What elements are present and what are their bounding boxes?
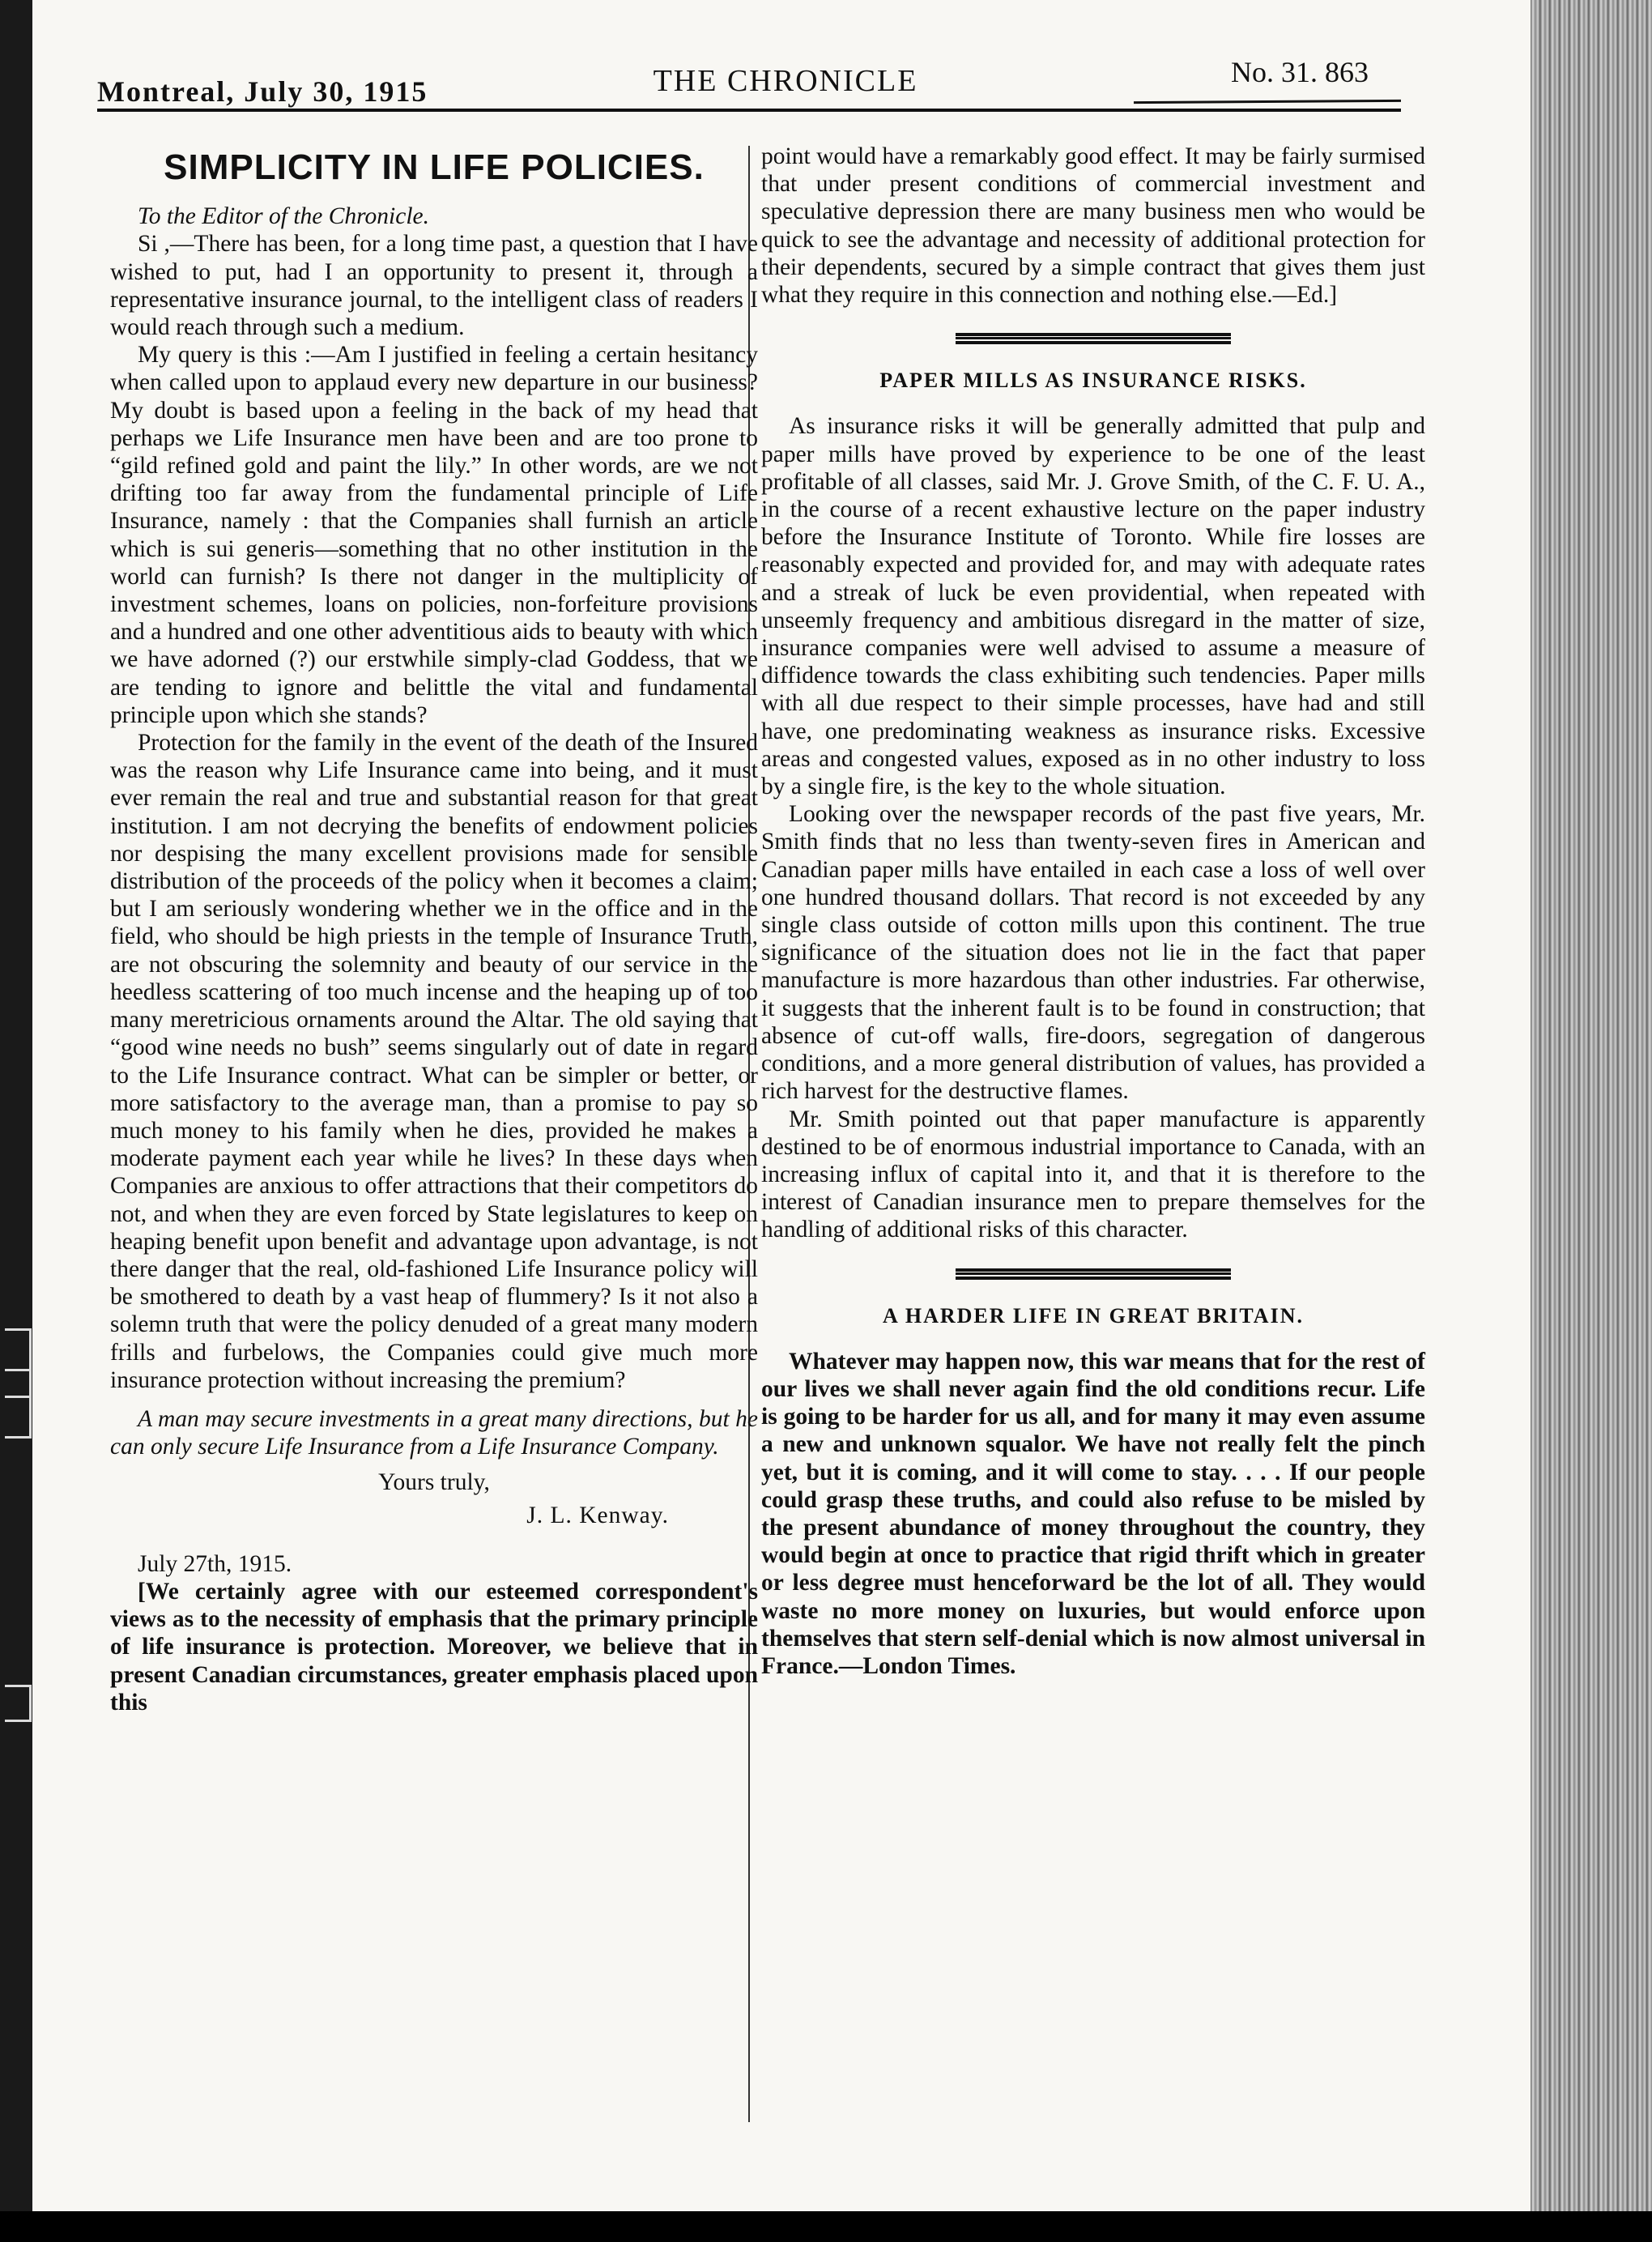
header-rule [97, 109, 1401, 112]
section-divider [956, 333, 1231, 344]
editor-note-start: [We certainly agree with our esteemed correspondent's views as to the necessity of emphasis that the primary principle of life insurance is protection. Moreover, we believe that in present Canadian circumstances, greater emphasis placed upon this [110, 1578, 758, 1716]
book-binding-edge [1531, 0, 1652, 2242]
article-title-harder-life: A HARDER LIFE IN GREAT BRITAIN. [883, 1303, 1304, 1328]
letter-closing: Yours truly, [378, 1469, 490, 1496]
article-paragraph: Looking over the newspaper records of the past five years, Mr. Smith finds that no less than twenty-seven fires in American and Canadian paper mills have entailed in each case a loss of well over one hundred thousand dollars. That record is not exceeded by any single class outside of cotton mills upon this continent. The true significance of the situation does not lie in the fact that paper manufacture is more hazardous than other industries. Far otherwise, it suggests that the inherent fault is to be found in construction; that absence of cut-off walls, fire-doors, segregation of dangerous conditions, and a more general distribution of values, has provided a rich harvest for the destructive flames. [761, 801, 1425, 1105]
article-paragraph: Mr. Smith pointed out that paper manufacture is apparently destined to be of enormous industrial importance to Canada, with an increasing influx of capital into it, and that it is therefore to the interest of Canadian insurance men to prepare themselves for the handling of additional risks of this character. [761, 1106, 1425, 1243]
book-left-edge [0, 0, 32, 2242]
editor-note-end: point would have a remarkably good effect. It may be fairly surmised that under present conditions of commercial investment and speculative depression there are many business men who would be quick to see the advantage and necessity of additional protection for their dependents, secured by a simple contract that gives them just what they require in this connection and nothing else.—Ed.] [761, 143, 1425, 309]
article-paragraph: Whatever may happen now, this war means that for the rest of our lives we shall never again find the old conditions recur. Life is going to be harder for us all, and for many it may even assume a new and unknown squalor. We have not really felt the pinch yet, but it is coming, and it will come to stay. . . . If our people could grasp these truths, and could also refuse to be misled by the present abundance of money throughout the country, they would begin at once to practice that rigid thrift which in greater or less degree must henceforward be the lot of all. They would waste no more money on luxuries, but would enforce upon themselves that stern self-denial which is now almost universal in France.—London Times. [761, 1348, 1425, 1679]
letter-signature: J. L. Kenway. [526, 1502, 669, 1528]
article-paragraph: Protection for the family in the event of the death of the Insured was the reason why Life Insurance came into being, and it must ever remain the real and true and substantial reason for that great institution. I am not decrying the benefits of endowment policies nor despising the many excellent provisions made for sensible distribution of the proceeds of the policy when it becomes a claim; but I am seriously wondering whether we in the office and in the field, who should be high priests in the temple of Insurance Truth, are not obscuring the solemnity and beauty of our service in the heedless scattering of too much incense and the heaping up of too many meretricious ornaments around the Altar. The old saying that “good wine needs no bush” seems singularly out of date in regard to the Life Insurance contract. What can be simpler or better, or more satisfactory to the average man, than a promise to pay so much money to his family when he dies, provided he makes a moderate payment each year while he lives? In these days when Companies are anxious to offer attractions that their competitors do not, and when they are even forced by State legislatures to keep on heaping benefit upon benefit and advantage upon advantage, is not there danger that the real, old-fashioned Life Insurance policy will be smothered to death by a vast heap of flummery? Is it not also a solemn truth that were the policy denuded of a great many modern frills and furbelows, the Companies could give much more insurance protection without increasing the premium? [110, 730, 758, 1393]
edge-mark [5, 1685, 32, 1722]
newspaper-page [32, 0, 1539, 2242]
header-rule-accent [1134, 100, 1401, 104]
header-dateline: Montreal, July 30, 1915 [97, 75, 428, 108]
header-page-number: No. 31. 863 [1231, 56, 1369, 88]
scan-bottom-edge [0, 2211, 1652, 2242]
article-italic-note: A man may secure investments in a great many directions, but he can only secure Life Insurance from a Life Insurance Company. [110, 1405, 758, 1460]
article-paragraph: Si ,—There has been, for a long time past, a question that I have wished to put, had I an opportunity to present it, through a representative insurance journal, to the intelligent class of readers I would reach through such a medium. [110, 231, 758, 341]
letter-date: July 27th, 1915. [138, 1550, 292, 1577]
article-salutation: To the Editor of the Chronicle. [138, 203, 430, 230]
header-publication-title: THE CHRONICLE [653, 64, 918, 98]
left-column [110, 147, 758, 1716]
article-paragraph: As insurance risks it will be generally admitted that pulp and paper mills have proved by experience to be one of the least profitable of all classes, said Mr. J. Grove Smith, of the C. F. U. A., in the course of a recent exhaustive lecture on the paper industry before the Insurance Institute of Toronto. While fire losses are reasonably expected and provided for, and may with adequate rates and a streak of luck be even providential, when repeated with unseemly frequency and ambitious disregard in the matter of size, insurance companies were well advised to assume a measure of diffidence towards the class exhibiting such tendencies. Paper mills with all due respect to their simple processes, have had and still have, one predominating weakness as insurance risks. Excessive areas and congested values, exposed as in no other industry to loss by a single fire, is the key to the whole situation. [761, 413, 1425, 800]
edge-mark [5, 1369, 32, 1439]
article-title-simplicity: SIMPLICITY IN LIFE POLICIES. [164, 147, 705, 187]
article-title-paper-mills: PAPER MILLS AS INSURANCE RISKS. [879, 369, 1307, 393]
section-divider [956, 1268, 1231, 1280]
right-column [761, 143, 1425, 1680]
article-paragraph: My query is this :—Am I justified in feeling a certain hesitancy when called upon to applaud every new departure in our business? My doubt is based upon a feeling in the back of my head that perhaps we Life Insurance men have been and are too prone to “gild refined gold and paint the lily.” In other words, are we not drifting too far away from the fundamental principle of Life Insurance, namely : that the Companies shall furnish an article which is sui generis—something that no other institution in the world can furnish? Is there not danger in the multiplicity of investment schemes, loans on policies, non-forfeiture provisions and a hundred and one other adventitious aids to beauty with which we have adorned (?) our erstwhile simply-clad Goddess, that we are tending to ignore and belittle the vital and fundamental principle upon which she stands? [110, 342, 758, 728]
